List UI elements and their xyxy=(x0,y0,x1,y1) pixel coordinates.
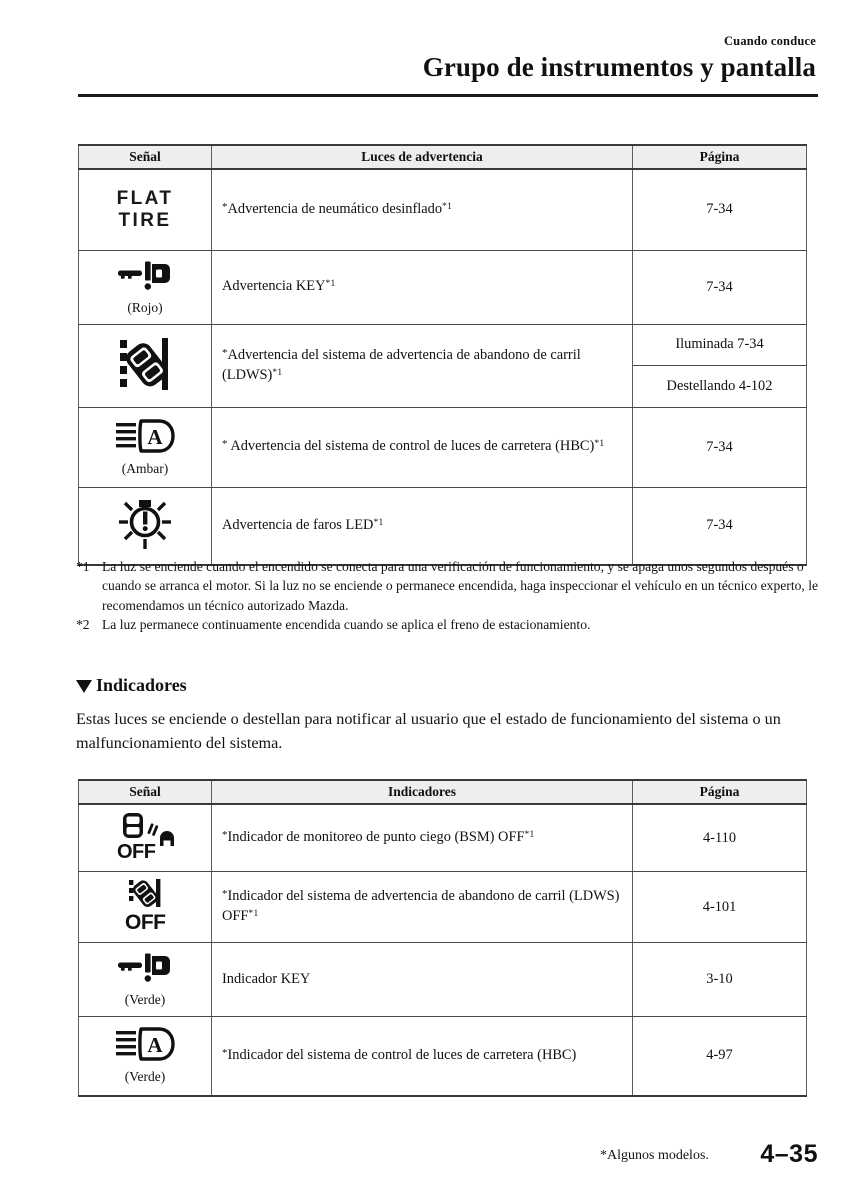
table-row xyxy=(79,487,807,565)
page-header xyxy=(78,34,818,83)
asterisk-marker: * xyxy=(222,1046,228,1059)
signal-cell xyxy=(79,250,212,324)
high-beam-control-indicator-icon xyxy=(115,1027,175,1063)
column-header-page: Página xyxy=(633,145,807,169)
footnote-ref: *1 xyxy=(325,279,336,290)
description-cell xyxy=(212,169,633,250)
description-text: Advertencia KEY xyxy=(222,278,326,295)
asterisk-marker: * xyxy=(222,346,228,359)
page-title: Grupo de instrumentos y pantalla xyxy=(422,52,816,82)
description-text: Advertencia de faros LED xyxy=(222,516,374,533)
description-text: Indicador de monitoreo de punto ciego (BSM) OFF xyxy=(227,829,525,846)
asterisk-marker: * xyxy=(222,888,228,901)
chapter-label: Cuando conduce xyxy=(723,34,816,48)
page-cell: 7-34 xyxy=(633,407,807,487)
icon-color-label: (Verde) xyxy=(124,992,166,1007)
svg-text:OFF: OFF xyxy=(117,841,156,860)
page-cell: 7-34 xyxy=(633,487,807,565)
footnote-ref: *1 xyxy=(442,201,453,212)
footnote-text: La luz se enciende cuando el encendido se conecta para una verificación de funcionamiento, y se apaga unos segundos después o cuando se arranca el motor. Si la luz no se enciende o permanece encendida, haga inspeccionar el vehículo en un técnico experto, le recomendamos un técnico autorizado Mazda. xyxy=(102,559,819,613)
footnote-marker: *2 xyxy=(76,616,90,632)
ldws-off-indicator-icon xyxy=(116,879,174,931)
column-header-signal: Señal xyxy=(79,780,212,804)
signal-cell xyxy=(79,324,212,407)
description-text: Indicador KEY xyxy=(222,970,311,987)
description-text: Advertencia de neumático desinflado xyxy=(227,200,443,217)
lane-departure-warning-icon xyxy=(118,336,172,392)
description-text: Indicador del sistema de control de luces de carretera (HBC) xyxy=(227,1046,577,1063)
description-text: Advertencia del sistema de advertencia de abandono de carril (LDWS) xyxy=(222,346,581,383)
signal-cell xyxy=(79,407,212,487)
svg-text:OFF: OFF xyxy=(125,911,166,931)
page-cell: 7-34 xyxy=(633,169,807,250)
icon-color-label: (Rojo) xyxy=(127,299,163,315)
svg-text:A: A xyxy=(147,1033,163,1058)
flat-tire-line1: FLAT xyxy=(116,187,174,209)
triangle-bullet-icon xyxy=(76,680,92,693)
led-headlight-warning-icon xyxy=(117,497,173,551)
flat-tire-line2: TIRE xyxy=(118,210,172,232)
signal-cell xyxy=(79,1017,212,1096)
table-row xyxy=(79,169,807,250)
key-warning-icon xyxy=(116,260,174,294)
signal-cell xyxy=(79,804,212,872)
svg-text:A: A xyxy=(147,424,163,449)
section-heading xyxy=(76,675,187,696)
page-cell: 7-34 xyxy=(633,250,807,324)
column-header-page: Página xyxy=(633,780,807,804)
table-row xyxy=(79,407,807,487)
table-row xyxy=(79,1017,807,1096)
key-indicator-icon xyxy=(116,952,174,986)
page-cell-illuminated: Iluminada 7-34 xyxy=(633,324,807,366)
description-cell xyxy=(212,324,633,407)
footer-note: *Algunos modelos. xyxy=(600,1148,709,1163)
section-heading-text: Indicadores xyxy=(96,675,187,695)
signal-cell xyxy=(79,943,212,1017)
indicators-table xyxy=(78,779,807,1097)
column-header-warning-lights: Luces de advertencia xyxy=(212,145,633,169)
warning-lights-table xyxy=(78,144,807,566)
table-header-row xyxy=(79,780,807,804)
footnote-item xyxy=(76,615,818,634)
asterisk-marker: * xyxy=(222,438,228,451)
flat-tire-text-icon xyxy=(117,188,174,233)
footnote-marker: *1 xyxy=(76,559,90,574)
column-header-signal: Señal xyxy=(79,145,212,169)
description-cell xyxy=(212,872,633,943)
footer-page-number: 4–35 xyxy=(760,1140,818,1168)
description-text: Indicador del sistema de advertencia de abandono de carril (LDWS) OFF xyxy=(222,888,620,924)
signal-cell xyxy=(79,169,212,250)
description-cell xyxy=(212,804,633,872)
signal-cell xyxy=(79,872,212,943)
footnote-ref: *1 xyxy=(594,439,605,450)
signal-cell xyxy=(79,487,212,565)
description-cell xyxy=(212,407,633,487)
footnote-ref: *1 xyxy=(272,367,283,378)
high-beam-control-warning-icon xyxy=(115,419,175,455)
icon-color-label: (Ambar) xyxy=(121,460,169,476)
footnote-item xyxy=(76,557,818,615)
footnote-ref: *1 xyxy=(524,830,535,841)
description-cell xyxy=(212,943,633,1017)
footnote-text: La luz permanece continuamente encendida cuando se aplica el freno de estacionamiento. xyxy=(102,616,591,632)
description-cell xyxy=(212,250,633,324)
table-row xyxy=(79,804,807,872)
asterisk-marker: * xyxy=(222,200,228,213)
column-header-indicators: Indicadores xyxy=(212,780,633,804)
page-cell-flashing: Destellando 4-102 xyxy=(633,366,807,408)
table-row xyxy=(79,324,807,366)
table-row xyxy=(79,250,807,324)
description-cell xyxy=(212,1017,633,1096)
page-cell: 4-97 xyxy=(633,1017,807,1096)
header-divider xyxy=(78,94,818,97)
section-body-text: Estas luces se enciende o destellan para notificar al usuario que el estado de funcionamiento del sistema o un malfuncionamiento del sistema. xyxy=(76,710,781,752)
table-row xyxy=(79,943,807,1017)
footnote-ref: *1 xyxy=(248,909,259,919)
description-text: Advertencia del sistema de control de luces de carretera (HBC) xyxy=(230,438,595,455)
icon-color-label: (Verde) xyxy=(124,1069,166,1085)
table-row xyxy=(79,872,807,943)
footnote-ref: *1 xyxy=(373,517,384,528)
description-cell xyxy=(212,487,633,565)
bsm-off-indicator-icon xyxy=(112,812,178,860)
page-cell: 4-110 xyxy=(633,804,807,872)
footnotes-block xyxy=(76,557,818,634)
page-cell: 4-101 xyxy=(633,872,807,943)
table-header-row xyxy=(79,145,807,169)
asterisk-marker: * xyxy=(222,829,228,842)
page-cell: 3-10 xyxy=(633,943,807,1017)
